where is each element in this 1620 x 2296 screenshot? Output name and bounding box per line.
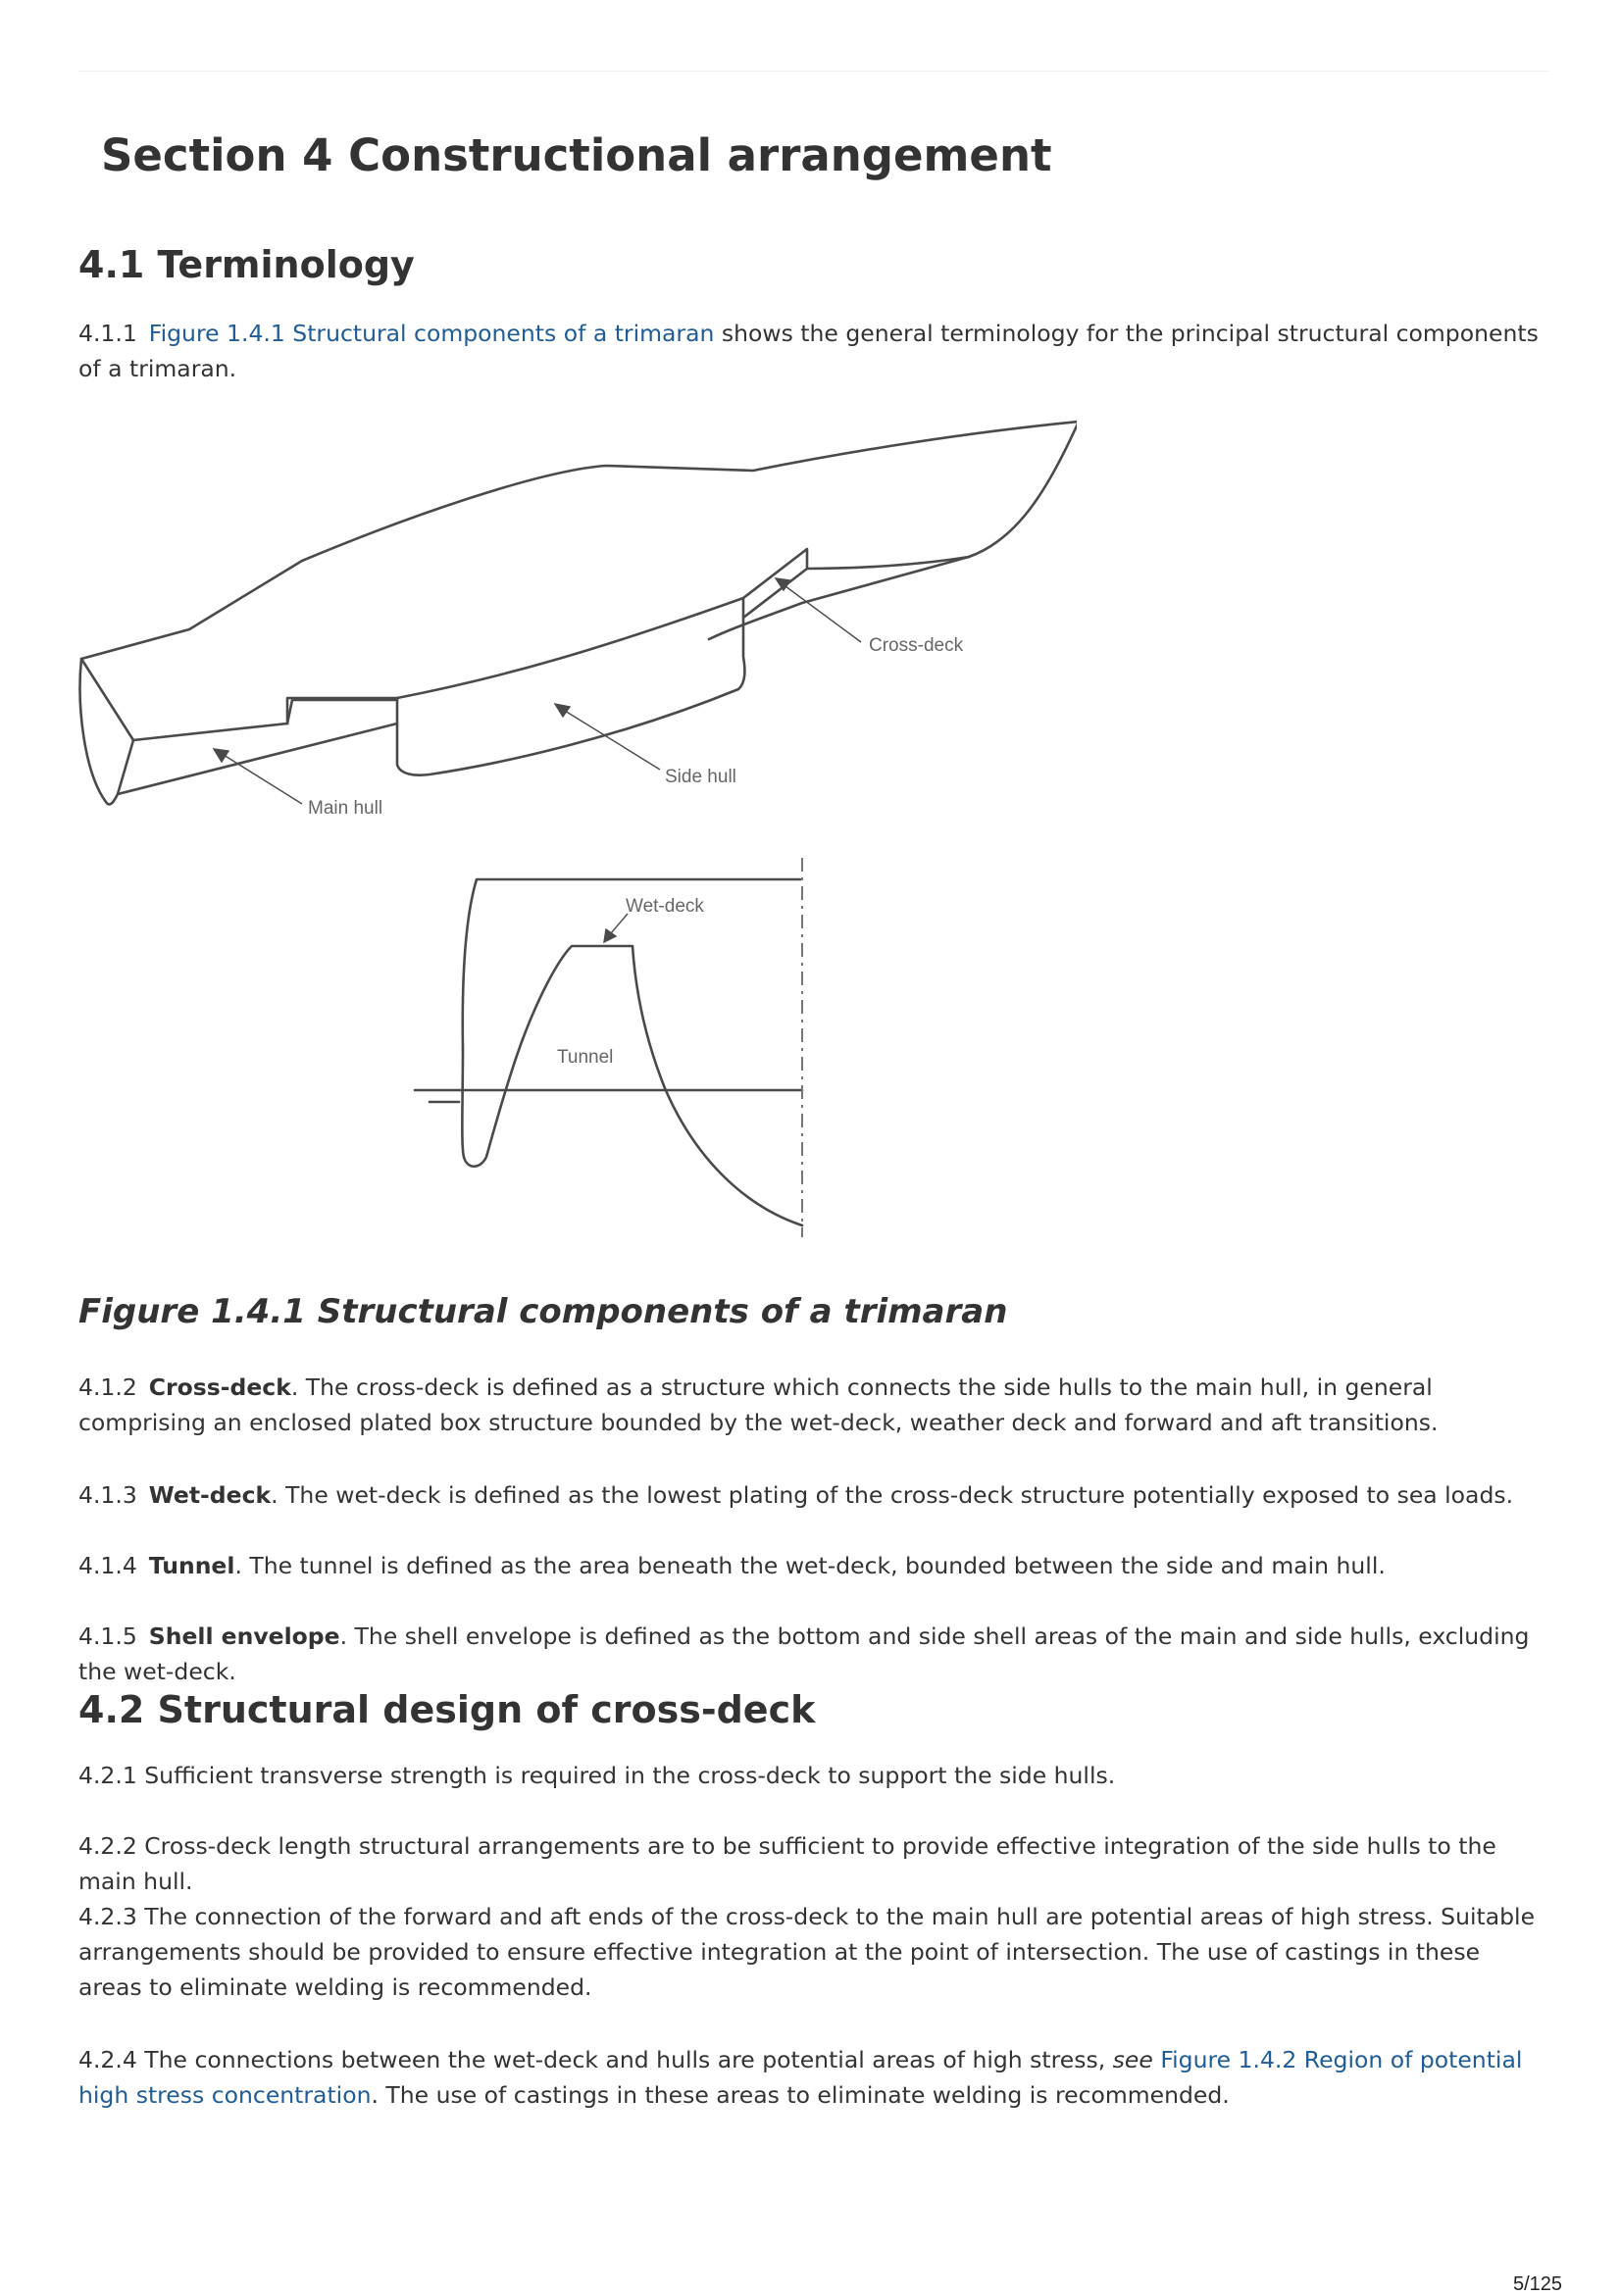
side-hull-arrowhead xyxy=(555,704,570,717)
cross-deck-leader xyxy=(785,586,861,642)
main-hull-arrowhead xyxy=(214,749,228,762)
section-title: Section 4 Constructional arrangement xyxy=(101,129,1052,181)
figure-1-4-2-link[interactable]: Figure 1.4.2 Region of potential high stress concentration xyxy=(78,2046,1523,2109)
main-hull-stern xyxy=(80,659,133,804)
main-hull-deck-edge xyxy=(81,659,287,740)
paragraph-text-end: . The use of castings in these areas to eliminate welding is recommended. xyxy=(371,2081,1230,2109)
side-hull-deck xyxy=(287,598,743,724)
paragraph-4-2-3: 4.2.3 The connection of the forward and aft ends of the cross-deck to the main hull are potential areas of high stress. Suitable arrangements should be provided to ensure effective integration at the point of intersection. The use of castings in these areas to eliminate welding is recommended. xyxy=(78,1903,1536,2001)
top-divider xyxy=(78,71,1549,72)
paragraph-4-1-5 xyxy=(78,1619,1549,1689)
term-cross-deck: Cross-deck xyxy=(148,1373,291,1401)
term-wet-deck: Wet-deck xyxy=(148,1481,272,1509)
figure-caption: Figure 1.4.1 Structural components of a trimaran xyxy=(78,1292,1008,1331)
section-tunnel xyxy=(523,946,802,1225)
clause-number: 4.1.3 xyxy=(78,1481,137,1509)
label-main-hull: Main hull xyxy=(308,798,383,819)
page-number: 5/125 xyxy=(1513,2273,1563,2295)
main-hull-bow xyxy=(709,422,1077,639)
label-side-hull: Side hull xyxy=(665,767,736,787)
side-hull-leader xyxy=(565,711,660,770)
main-hull-keel xyxy=(118,724,397,794)
section-main-hull-side xyxy=(462,1039,523,1167)
main-hull-leader xyxy=(224,755,302,804)
paragraph-text: shows the general terminology for the principal structural components of a trimaran. xyxy=(78,320,1539,382)
cross-deck-bracket xyxy=(743,549,807,618)
paragraph-text: . The tunnel is defined as the area beneath the wet-deck, bounded between the side and main hull. xyxy=(234,1552,1386,1579)
clause-number: 4.1.2 xyxy=(78,1373,137,1401)
label-wet-deck: Wet-deck xyxy=(626,896,704,917)
heading-4-2: 4.2 Structural design of cross-deck xyxy=(78,1688,816,1731)
paragraph-4-2-4 xyxy=(78,2042,1549,2113)
paragraph-4-1-2 xyxy=(78,1370,1549,1440)
paragraph-4-1-4 xyxy=(78,1548,1549,1583)
clause-number: 4.1.1 xyxy=(78,320,137,347)
side-hull-step xyxy=(287,698,397,724)
clause-number: 4.1.5 xyxy=(78,1622,137,1650)
label-cross-deck: Cross-deck xyxy=(869,635,964,656)
label-tunnel: Tunnel xyxy=(557,1047,614,1068)
paragraph-4-1-1 xyxy=(78,316,1549,386)
term-tunnel: Tunnel xyxy=(148,1552,235,1579)
term-shell-envelope: Shell envelope xyxy=(148,1622,340,1650)
trimaran-structural-figure xyxy=(76,412,1077,1255)
clause-number: 4.1.4 xyxy=(78,1552,137,1579)
see-word: see xyxy=(1112,2046,1153,2073)
heading-4-1: 4.1 Terminology xyxy=(78,243,415,286)
wet-deck-arrowhead xyxy=(604,929,616,942)
paragraph-text: 4.2.4 The connections between the wet-deck and hulls are potential areas of high stress, xyxy=(78,2046,1113,2073)
figure-1-4-1-link[interactable]: Figure 1.4.1 Structural components of a trimaran xyxy=(148,320,715,347)
main-hull-outline xyxy=(81,422,1077,659)
paragraph-4-2-2: 4.2.2 Cross-deck length structural arrangements are to be sufficient to provide effective integration of the side hulls to the main hull. xyxy=(78,1832,1496,1895)
paragraph-4-2-1: 4.2.1 Sufficient transverse strength is required in the cross-deck to support the side hulls. xyxy=(78,1762,1116,1789)
paragraph-4-1-3 xyxy=(78,1477,1549,1513)
wet-deck-leader xyxy=(611,914,628,933)
paragraph-text: . The shell envelope is defined as the bottom and side shell areas of the main and side hulls, excluding the wet-deck. xyxy=(78,1622,1530,1685)
paragraph-text: . The wet-deck is defined as the lowest plating of the cross-deck structure potentially exposed to sea loads. xyxy=(271,1481,1514,1509)
paragraph-text: . The cross-deck is defined as a structure which connects the side hulls to the main hull, in general comprising an enclosed plated box structure bounded by the wet-deck, weather deck and forward and aft transitions. xyxy=(78,1373,1439,1436)
